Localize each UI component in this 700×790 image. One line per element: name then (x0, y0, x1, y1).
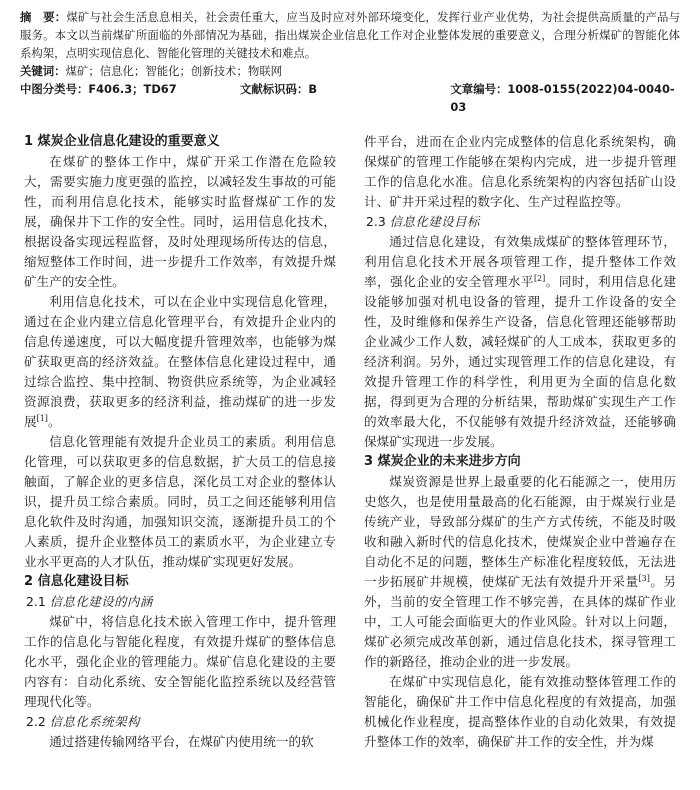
paragraph: 件平台，进而在企业内完成整体的信息化系统架构，确保煤矿的管理工作能够在架构内完成，进一步提升管理工作的信息化水准。信息化系统架构的内容包括矿山设计、矿井开采过程的数字化、生产过程监控等。 (364, 134, 676, 209)
subsection-title: 信息化建设目标 (389, 214, 480, 229)
paragraph-text: 。另外，当前的安全管理工作不够完善，在具体的煤矿作业中，工人可能会面临更大的作业风险。针对以上问题，煤矿必须完成改革创新，通过信息化技术，探寻管理工作的新路径，推动企业的进一步发展。 (364, 574, 677, 669)
paragraph-text: 煤炭资源是世界上最重要的化石能源之一，使用历史悠久，也是使用量最高的化石能源，由于煤炭行业是传统产业，导致部分煤矿的生产方式传统，不能及时吸收和融入新时代的信息化技术，使煤炭企业中普遍存在自动化不足的问题，整体生产标准化程度较低，无法进一步拓展矿井规模，使煤矿无法有效提升开采量 (364, 474, 676, 589)
abstract (20, 8, 680, 62)
section-2-heading: 2 信息化建设目标 (24, 574, 129, 589)
subsection-number: 2.1 (26, 594, 46, 609)
paragraph-text: 。 (47, 414, 61, 429)
keywords-label: 关键词： (20, 64, 66, 78)
section-1-heading: 1 煤炭企业信息化建设的重要意义 (24, 134, 220, 149)
paragraph-text: 通过信息化建设，有效集成煤矿的整体管理环节，利用信息化技术开展各项管理工作，提升整体工作效率，强化企业的安全管理水平 (364, 234, 676, 289)
subsection-2-1-heading (24, 592, 336, 612)
subsection-number: 2.3 (366, 214, 386, 229)
article-meta (20, 80, 680, 116)
subsection-2-3-heading (364, 212, 676, 232)
abstract-text: 煤矿与社会生活息息相关，社会责任重大，应当及时应对外部环境变化，发挥行业产业优势，为社会提供高质量的产品与服务。本文以当前煤矿所面临的外部情况为基础，指出煤炭企业信息化工作对企业整体发展的重要意义，合理分析煤矿的智能化体系构架，点明实现信息化、智能化管理的关键技术和难点。 (20, 10, 680, 60)
clc-number: 中图分类号：F406.3；TD67 (20, 82, 177, 96)
paragraph: 在煤矿的整体工作中，煤矿开采工作潜在危险较大，需要实施力度更强的监控，以减轻发生事故的可能性，而利用信息化技术，能够实时监督煤矿工作的发展，确保井下工作的安全性。同时，运用信息化技术，根据设备实现远程监督，及时处理现场所传达的信息，缩短整体工作时间，进一步提升工作效率，有效提升煤矿生产的安全性。 (24, 154, 336, 289)
paragraph (364, 472, 676, 672)
section-3-heading: 3 煤炭企业的未来进步方向 (364, 454, 521, 469)
paragraph (24, 292, 336, 432)
keywords-text: 煤矿；信息化；智能化；创新技术；物联网 (65, 64, 283, 78)
paragraph (364, 232, 676, 452)
paragraph-text: 利用信息化技术，可以在企业中实现信息化管理，通过在企业内建立信息化管理平台，有效提升企业内的信息传递速度，可以大幅度提升管理效率，也能够为煤矿获取更高的经济效益。在整体信息化建设过程中，通过综合监控、集中控制、物资供应系统等，为企业减轻资源浪费，获取更多的经济利益，推动煤矿的进一步发展 (24, 294, 336, 429)
paragraph-text: 。同时，利用信息化建设能够加强对机电设备的管理，提升工作设备的安全性，及时维修和保养生产设备，信息化管理还能够帮助企业减少工作人数，减轻煤矿的人工成本，获取更多的经济利润。另外，通过实现管理工作的信息化建设，有效提升管理工作的科学性，利用更为全面的信息化数据，得到更为合理的分析结果，帮助煤矿实现生产工作的效率最大化，不仅能够有效提升经济效益，还能够确保煤矿实现进一步发展。 (364, 274, 677, 449)
subsection-title: 信息化建设的内涵 (49, 594, 153, 609)
article-number: 文章编号：1008-0155(2022)04-0040-03 (450, 82, 675, 114)
paragraph: 信息化管理能有效提升企业员工的素质。利用信息化管理，可以获取更多的信息数据，扩大员工的信息接触面，了解企业的更多信息，深化员工对企业的整体认识，提升员工综合素质。同时，员工之间还能够利用信息化软件及时沟通，加强知识交流，逐渐提升员工的个人素质，提升企业整体员工的素质水平，为企业建立专业水平更高的人才队伍，推动煤矿实现更好发展。 (24, 434, 336, 569)
right-column (364, 132, 676, 752)
paragraph: 煤矿中，将信息化技术嵌入管理工作中，提升管理工作的信息化与智能化程度，有效提升煤矿的整体信息化水平，强化企业的管理能力。煤矿信息化建设的主要内容有：自动化系统、安全智能化监控系统以及经营管理现代化等。 (24, 614, 336, 709)
subsection-number: 2.2 (26, 714, 46, 729)
abstract-label: 摘 要： (20, 10, 67, 24)
paragraph: 通过搭建传输网络平台，在煤矿内使用统一的软 (49, 734, 314, 749)
citation-ref: [3] (638, 573, 650, 583)
subsection-title: 信息化系统架构 (49, 714, 140, 729)
body-columns (24, 132, 676, 752)
citation-ref: [2] (533, 273, 546, 283)
subsection-2-2-heading (24, 712, 336, 732)
keywords (20, 62, 680, 80)
paragraph: 在煤矿中实现信息化，能有效推动整体管理工作的智能化，确保矿井工作中信息化程度的有效提高，加强机械化作业程度，提高整体作业的自动化效果，有效提升整体工作的效率，确保矿井工作的安全性，并为煤 (364, 674, 676, 749)
citation-ref: [1] (36, 413, 48, 423)
left-column (24, 132, 336, 752)
document-code: 文献标识码：B (239, 82, 318, 96)
